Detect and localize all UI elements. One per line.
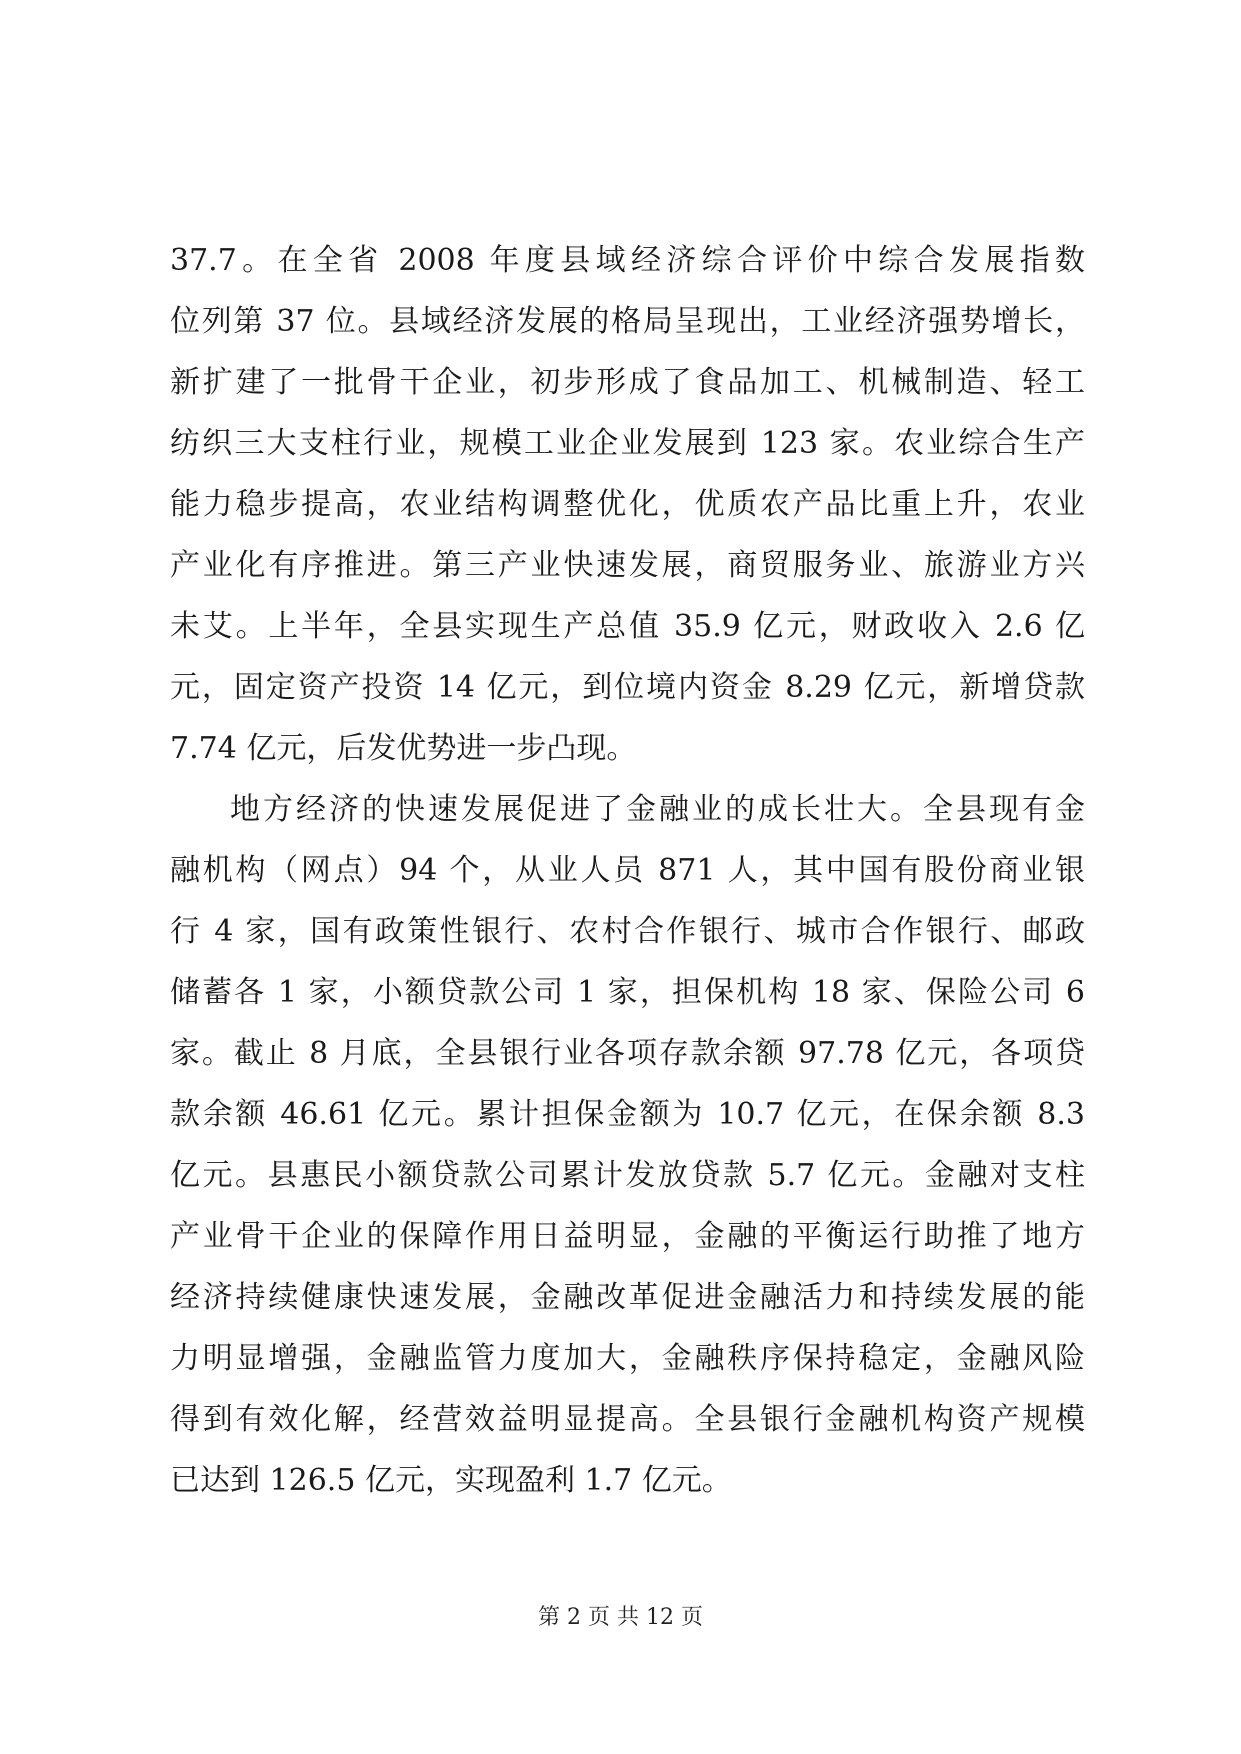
text-line: 经济持续健康快速发展，金融改革促进金融活力和持续发展的能 <box>170 1280 1085 1315</box>
text-line: 储蓄各 1 家，小额贷款公司 1 家，担保机构 18 家、保险公司 6 <box>170 975 1085 1010</box>
text-line: 亿元。县惠民小额贷款公司累计发放贷款 5.7 亿元。金融对支柱 <box>170 1158 1085 1193</box>
text-line: 能力稳步提高，农业结构调整优化，优质农产品比重上升，农业 <box>170 487 1085 522</box>
text-line: 地方经济的快速发展促进了金融业的成长壮大。全县现有金 <box>230 792 1085 827</box>
text-line: 得到有效化解，经营效益明显提高。全县银行金融机构资产规模 <box>170 1402 1085 1437</box>
text-line: 7.74 亿元，后发优势进一步凸现。 <box>170 731 637 766</box>
text-line: 元，固定资产投资 14 亿元，到位境内资金 8.29 亿元，新增贷款 <box>170 670 1085 705</box>
text-line: 37.7。在全省 2008 年度县域经济综合评价中综合发展指数 <box>170 243 1085 278</box>
page-footer <box>0 1604 1241 1632</box>
document-body <box>170 230 1085 1511</box>
paragraph-1 <box>170 230 1085 779</box>
text-line: 力明显增强，金融监管力度加大，金融秩序保持稳定，金融风险 <box>170 1341 1085 1376</box>
text-line: 家。截止 8 月底，全县银行业各项存款余额 97.78 亿元，各项贷 <box>170 1036 1085 1071</box>
page-number-label: 第 2 页 共 12 页 <box>538 1605 703 1630</box>
text-line: 行 4 家，国有政策性银行、农村合作银行、城市合作银行、邮政 <box>170 914 1085 949</box>
text-line: 新扩建了一批骨干企业，初步形成了食品加工、机械制造、轻工 <box>170 365 1085 400</box>
text-line: 纺织三大支柱行业，规模工业企业发展到 123 家。农业综合生产 <box>170 426 1085 461</box>
text-line: 款余额 46.61 亿元。累计担保金额为 10.7 亿元，在保余额 8.3 <box>170 1097 1085 1132</box>
text-line: 产业骨干企业的保障作用日益明显，金融的平衡运行助推了地方 <box>170 1219 1085 1254</box>
paragraph-2 <box>170 779 1085 1511</box>
text-line: 位列第 37 位。县域经济发展的格局呈现出，工业经济强势增长， <box>170 304 1085 339</box>
text-line: 产业化有序推进。第三产业快速发展，商贸服务业、旅游业方兴 <box>170 548 1085 583</box>
text-line: 已达到 126.5 亿元，实现盈利 1.7 亿元。 <box>170 1463 732 1498</box>
text-line: 未艾。上半年，全县实现生产总值 35.9 亿元，财政收入 2.6 亿 <box>170 609 1085 644</box>
text-line: 融机构（网点）94 个，从业人员 871 人，其中国有股份商业银 <box>170 853 1085 888</box>
